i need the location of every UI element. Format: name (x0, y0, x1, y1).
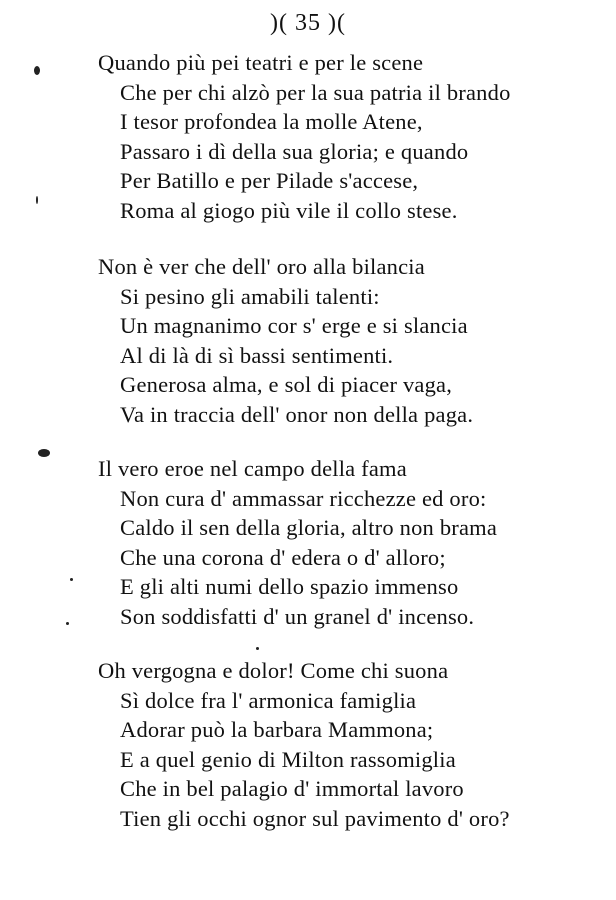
verse-line: Roma al giogo più vile il collo stese. (120, 197, 458, 223)
verse-line: E a quel genio di Milton rassomiglia (120, 746, 456, 772)
verse-line: Che in bel palagio d' immortal lavoro (120, 776, 464, 801)
verse-line: Caldo il sen della gloria, altro non brama (120, 515, 498, 540)
verse-line: Oh vergogna e dolor! Come chi suona (98, 658, 449, 683)
stanza-3 (98, 454, 497, 631)
verse-line: Che per chi alzò per la sua patria il brando (120, 79, 511, 105)
verse-line: Non cura d' ammassar ricchezze ed oro: (120, 485, 487, 511)
verse-line: E gli alti numi dello spazio immenso (120, 574, 459, 599)
verse-line: Il vero eroe nel campo della fama (98, 456, 407, 481)
verse-line: Un magnanimo cor s' erge e si slancia (120, 313, 468, 338)
verse-line: Che una corona d' edera o d' alloro; (120, 544, 446, 570)
verse-line: Si pesino gli amabili talenti: (120, 283, 380, 309)
verse-line: Tien gli occhi ognor sul pavimento d' oro? (120, 805, 510, 831)
ink-speck (256, 647, 259, 650)
verse-line: Passaro i dì della sua gloria; e quando (120, 138, 469, 164)
verse-line: Sì dolce fra l' armonica famiglia (120, 687, 417, 713)
verse-line: Va in traccia dell' onor non della paga. (120, 401, 474, 427)
verse-line: Generosa alma, e sol di piacer vaga, (120, 372, 453, 397)
stanza-2 (98, 252, 473, 429)
stanza-4 (98, 656, 510, 833)
verse-line: Non è ver che dell' oro alla bilancia (98, 254, 425, 279)
verse-line: Adorar può la barbara Mammona; (120, 717, 434, 742)
verse-line: I tesor profondea la molle Atene, (120, 109, 423, 134)
verse-line: Son soddisfatti d' un granel d' incenso. (120, 603, 475, 629)
ink-speck (34, 66, 40, 75)
stanza-1 (98, 48, 511, 225)
page-number: )( 35 )( (270, 10, 346, 36)
ink-speck (70, 578, 73, 581)
ink-speck (38, 449, 50, 457)
ink-speck (66, 622, 69, 625)
verse-line: Al di là di sì bassi sentimenti. (120, 342, 394, 368)
verse-line: Per Batillo e per Pilade s'accese, (120, 168, 419, 193)
verse-line: Quando più pei teatri e per le scene (98, 50, 424, 75)
ink-speck (36, 196, 38, 204)
